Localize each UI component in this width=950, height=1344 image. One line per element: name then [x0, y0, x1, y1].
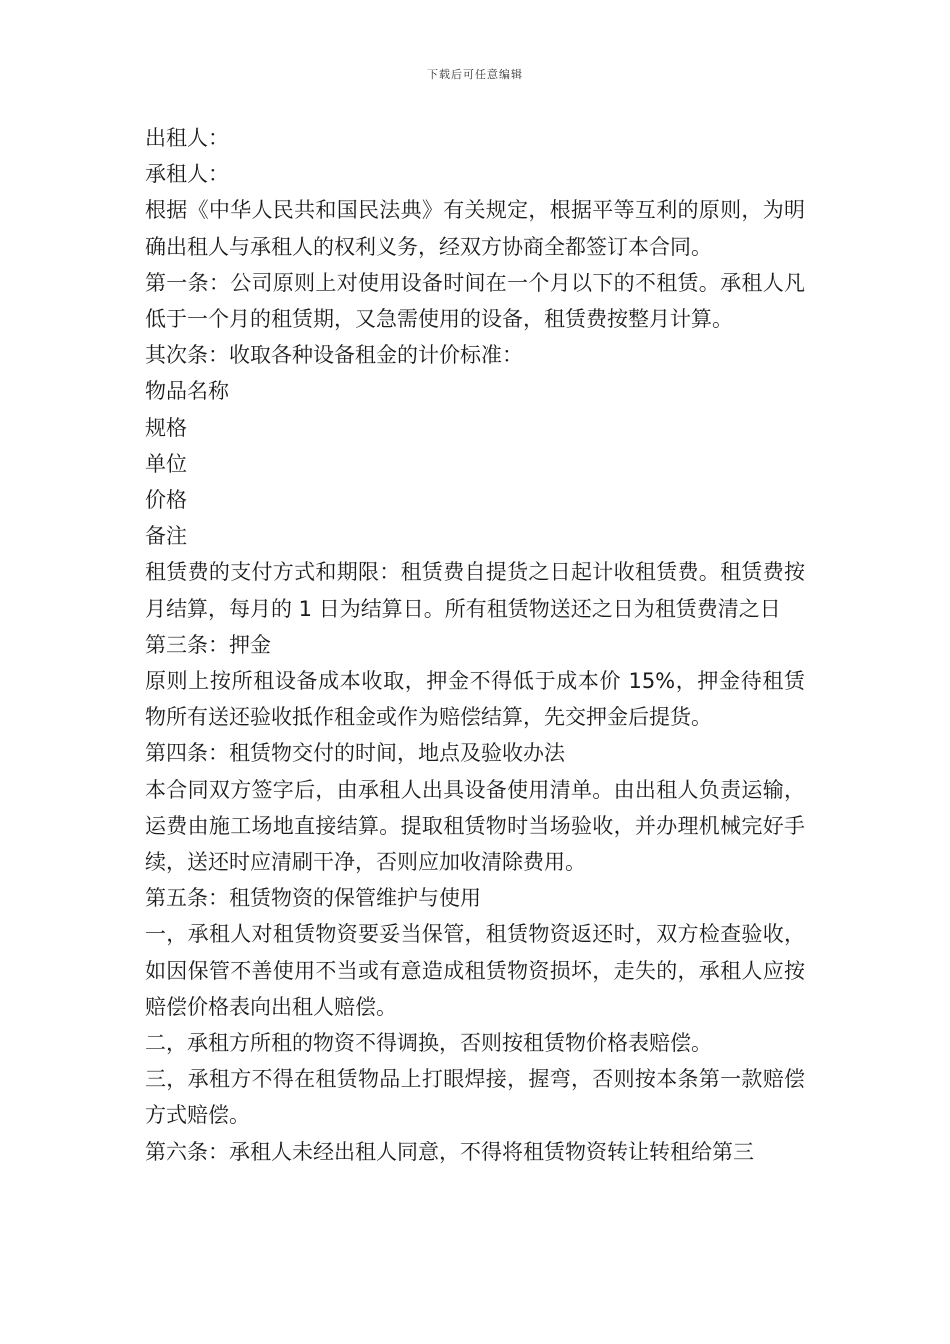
- article-1-paragraph: 第一条：公司原则上对使用设备时间在一个月以下的不租赁。承租人凡低于一个月的租赁期，又急需使用的设备，租赁费按整月计算。: [145, 270, 805, 332]
- price-table-column-item-name: 物品名称: [145, 379, 229, 404]
- lessee-line: 承租人：: [145, 162, 229, 187]
- article-5-clause-3: 三，承租方不得在租赁物品上打眼焊接，握弯，否则按本条第一款赔偿方式赔偿。: [145, 1067, 805, 1128]
- article-5-heading: 第五条：租赁物资的保管维护与使用: [145, 886, 481, 911]
- article-3-heading: 第三条：押金: [145, 632, 271, 657]
- payment-terms-paragraph: 租赁费的支付方式和期限：租赁费自提货之日起计收租赁费。租赁费按月结算，每月的 1 日为结算日。所有租赁物送还之日为租赁费清之日: [145, 560, 805, 621]
- price-table-column-price: 价格: [145, 488, 187, 513]
- page-header-note: 下载后可任意编辑: [427, 68, 523, 81]
- lessor-line: 出租人：: [145, 126, 229, 150]
- deposit-paragraph: 原则上按所租设备成本收取，押金不得低于成本价 15%，押金待租赁物所有送还验收抵作租金或作为赔偿结算，先交押金后提货。: [145, 669, 805, 730]
- price-table-column-remark: 备注: [145, 524, 187, 549]
- delivery-paragraph: 本合同双方签字后，由承租人出具设备使用清单。由出租人负责运输，运费由施工场地直接结算。提取租赁物时当场验收，并办理机械完好手续，送还时应清刷干净，否则应加收清除费用。: [145, 777, 805, 875]
- article-5-clause-2: 二，承租方所租的物资不得调换，否则按租赁物价格表赔偿。: [145, 1031, 712, 1056]
- price-table-column-unit: 单位: [145, 451, 187, 476]
- article-2-heading: 其次条：收取各种设备租金的计价标准：: [145, 343, 523, 368]
- price-table-column-spec: 规格: [145, 415, 187, 440]
- preamble-paragraph: 根据《中华人民共和国民法典》有关规定，根据平等互利的原则，为明确出租人与承租人的权利义务，经双方协商全都签订本合同。: [145, 198, 805, 259]
- document-body: [145, 120, 805, 1170]
- article-6-paragraph: 第六条：承租人未经出租人同意，不得将租赁物资转让转租给第三: [145, 1139, 754, 1164]
- article-5-clause-1: 一，承租人对租赁物资要妥当保管，租赁物资返还时，双方检查验收，如因保管不善使用不当或有意造成租赁物资损坏，走失的，承租人应按赔偿价格表向出租人赔偿。: [145, 922, 805, 1019]
- article-4-heading: 第四条：租赁物交付的时间，地点及验收办法: [145, 741, 565, 766]
